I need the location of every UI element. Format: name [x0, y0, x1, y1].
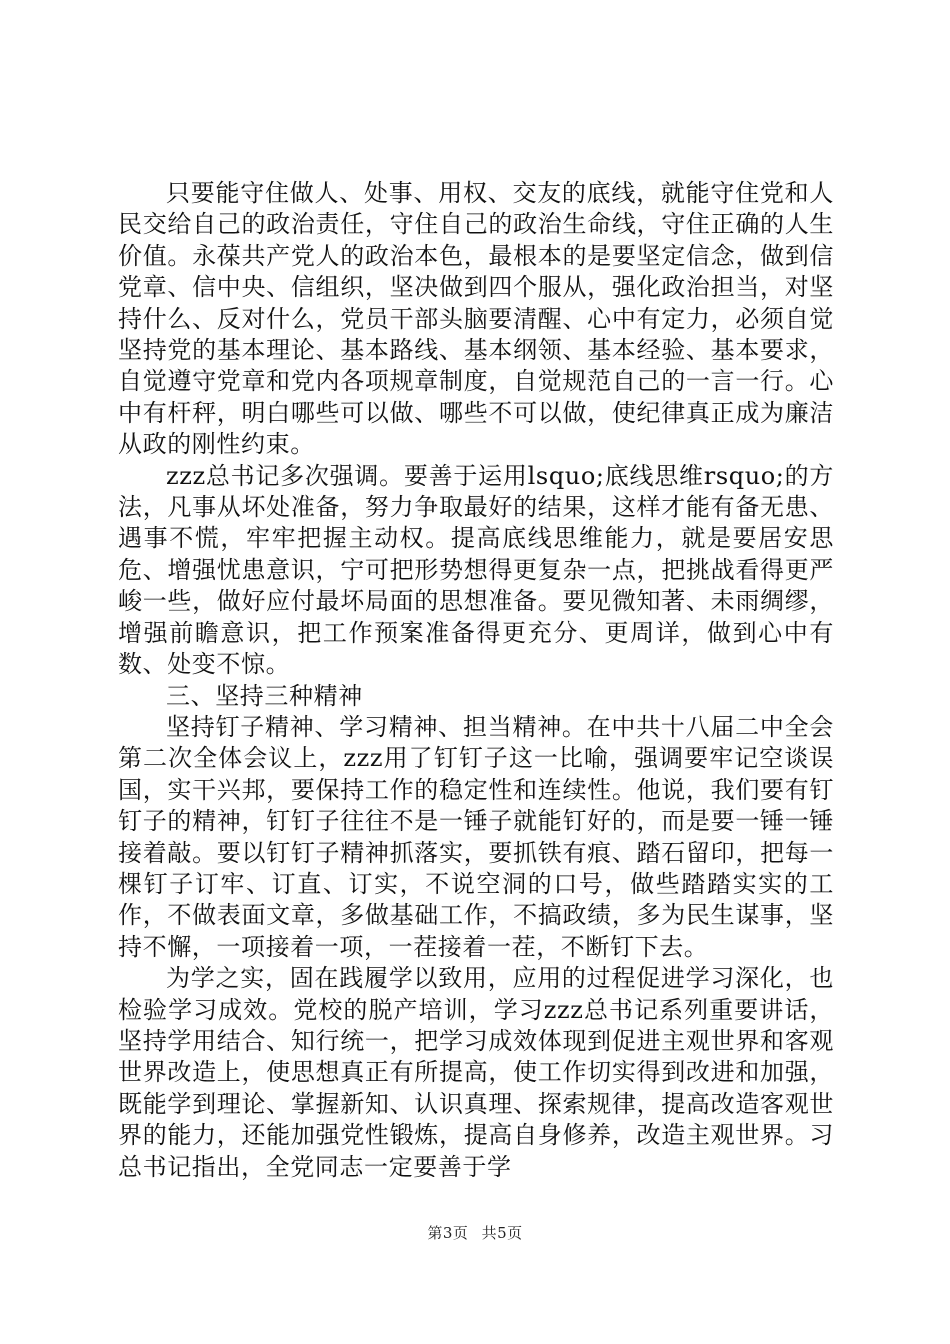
page-total: 共5页	[481, 1224, 523, 1242]
page-number: 第3页	[427, 1224, 469, 1242]
paragraph-bottom-line-thinking: zzz总书记多次强调。要善于运用lsquo;底线思维rsquo;的方法，凡事从坏处准备，努力争取最好的结果，这样才能有备无患、遇事不慌，牢牢把握主动权。提高底线思维能力，就是要居安思危、增强忧患意识，宁可把形势想得更复杂一点，把挑战看得更严峻一些，做好应付最坏局面的思想准备。要见微知著、未雨绸缪，增强前瞻意识，把工作预案准备得更充分、更周详，做到心中有数、处变不惊。	[118, 461, 834, 679]
paragraph-practical-learning: 为学之实，固在践履学以致用，应用的过程促进学习深化，也检验学习成效。党校的脱产培训，学习zzz总书记系列重要讲话，坚持学用结合、知行统一，把学习成效体现到促进主观世界和客观世界改造上，使思想真正有所提高，使工作切实得到改进和加强，既能学到理论、掌握新知、认识真理、探索规律，提高改造客观世界的能力，还能加强党性锻炼，提高自身修养，改造主观世界。习总书记指出，全党同志一定要善于学	[118, 964, 834, 1181]
page-footer	[0, 1222, 950, 1243]
section-heading: 三、坚持三种精神	[166, 681, 363, 710]
paragraph-three-spirits: 坚持钉子精神、学习精神、担当精神。在中共十八届二中全会第二次全体会议上，zzz用了钉钉子这一比喻，强调要牢记空谈误国，实干兴邦，要保持工作的稳定性和连续性。他说，我们要有钉钉子的精神，钉钉子往往不是一锤子就能钉好的，而是要一锤一锤接着敲。要以钉钉子精神抓落实，要抓铁有痕、踏石留印，把每一棵钉子订牢、订直、订实，不说空洞的口号，做些踏踏实实的工作，不做表面文章，多做基础工作，不搞政绩，多为民生谋事，坚持不懈，一项接着一项，一茬接着一茬，不断钉下去。	[118, 712, 834, 961]
document-body	[118, 178, 834, 1183]
paragraph-bottom-line: 只要能守住做人、处事、用权、交友的底线，就能守住党和人民交给自己的政治责任，守住自己的政治生命线，守住正确的人生价值。永葆共产党人的政治本色，最根本的是要坚定信念，做到信党章、信中央、信组织，坚决做到四个服从，强化政治担当，对坚持什么、反对什么，党员干部头脑要清醒、心中有定力，必须自觉坚持党的基本理论、基本路线、基本纲领、基本经验、基本要求，自觉遵守党章和党内各项规章制度，自觉规范自己的一言一行。心中有杆秤，明白哪些可以做、哪些不可以做，使纪律真正成为廉洁从政的刚性约束。	[118, 179, 834, 459]
